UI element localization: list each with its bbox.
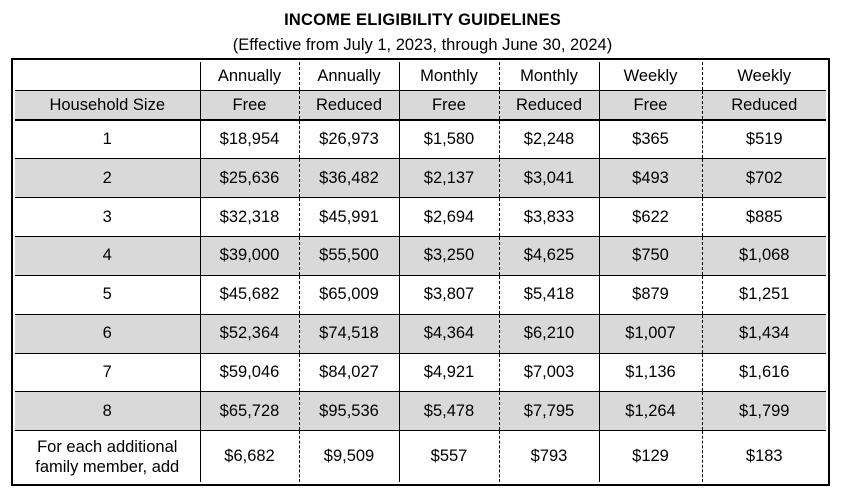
table-cell: 4	[15, 237, 200, 276]
table-cell: 1	[15, 120, 200, 159]
header-cell: Reduced	[299, 90, 399, 120]
table-cell: $557	[399, 431, 499, 482]
table-cell: $519	[702, 120, 826, 159]
table-cell: $25,636	[200, 159, 299, 198]
table-cell: $6,210	[499, 314, 599, 353]
table-row-additional-member	[15, 431, 826, 482]
page-title: INCOME ELIGIBILITY GUIDELINES	[284, 11, 561, 29]
table-row	[15, 314, 826, 353]
table-cell: 8	[15, 392, 200, 431]
table-cell: $18,954	[200, 120, 299, 159]
header-row-category	[15, 90, 826, 120]
table-cell: $750	[599, 237, 702, 276]
table-row	[15, 275, 826, 314]
table-cell: $6,682	[200, 431, 299, 482]
table-cell: $1,264	[599, 392, 702, 431]
table-cell: 5	[15, 275, 200, 314]
table-cell: $1,799	[702, 392, 826, 431]
table-row	[15, 353, 826, 392]
table-cell: $793	[499, 431, 599, 482]
header-cell: Monthly	[499, 62, 599, 90]
table-cell: $183	[702, 431, 826, 482]
table-cell: $45,682	[200, 275, 299, 314]
table-cell: $3,250	[399, 237, 499, 276]
table-cell: For each additional family member, add	[15, 431, 200, 482]
header-cell	[15, 62, 200, 90]
table-cell: $1,580	[399, 120, 499, 159]
header-cell: Weekly	[599, 62, 702, 90]
table-cell: $52,364	[200, 314, 299, 353]
header-cell: Weekly	[702, 62, 826, 90]
table-cell: $5,418	[499, 275, 599, 314]
header-cell: Household Size	[15, 90, 200, 120]
table-cell: $7,795	[499, 392, 599, 431]
table-row	[15, 237, 826, 276]
header-cell: Free	[399, 90, 499, 120]
table-cell: $1,007	[599, 314, 702, 353]
header-cell: Annually	[200, 62, 299, 90]
table-cell: $1,616	[702, 353, 826, 392]
table-cell: 2	[15, 159, 200, 198]
header-cell: Reduced	[499, 90, 599, 120]
table-cell: $4,625	[499, 237, 599, 276]
table-cell: 7	[15, 353, 200, 392]
header-cell: Free	[599, 90, 702, 120]
eligibility-table-frame	[11, 58, 830, 486]
page-subtitle: (Effective from July 1, 2023, through June 30, 2024)	[232, 36, 613, 54]
table-cell: $65,728	[200, 392, 299, 431]
table-cell: $1,068	[702, 237, 826, 276]
table-cell: $3,807	[399, 275, 499, 314]
table-cell: $74,518	[299, 314, 399, 353]
table-cell: $95,536	[299, 392, 399, 431]
table-cell: $2,137	[399, 159, 499, 198]
table-cell: $84,027	[299, 353, 399, 392]
table-cell: $59,046	[200, 353, 299, 392]
table-cell: $2,694	[399, 198, 499, 237]
table-cell: $885	[702, 198, 826, 237]
table-cell: $493	[599, 159, 702, 198]
header-cell: Reduced	[702, 90, 826, 120]
table-row	[15, 198, 826, 237]
eligibility-table	[15, 62, 826, 482]
table-cell: $129	[599, 431, 702, 482]
table-cell: $2,248	[499, 120, 599, 159]
table-cell: $36,482	[299, 159, 399, 198]
table-cell: $702	[702, 159, 826, 198]
table-cell: $5,478	[399, 392, 499, 431]
table-cell: $39,000	[200, 237, 299, 276]
table-cell: $32,318	[200, 198, 299, 237]
table-cell: $26,973	[299, 120, 399, 159]
header-cell: Free	[200, 90, 299, 120]
table-row	[15, 392, 826, 431]
table-cell: $4,364	[399, 314, 499, 353]
table-cell: $3,833	[499, 198, 599, 237]
table-cell: $9,509	[299, 431, 399, 482]
header-cell: Annually	[299, 62, 399, 90]
table-cell: $1,251	[702, 275, 826, 314]
table-cell: $4,921	[399, 353, 499, 392]
table-cell: $7,003	[499, 353, 599, 392]
table-cell: $1,136	[599, 353, 702, 392]
table-cell: $879	[599, 275, 702, 314]
header-row-period	[15, 62, 826, 90]
table-row	[15, 159, 826, 198]
table-cell: $622	[599, 198, 702, 237]
table-cell: 6	[15, 314, 200, 353]
table-cell: 3	[15, 198, 200, 237]
table-cell: $65,009	[299, 275, 399, 314]
header-cell: Monthly	[399, 62, 499, 90]
table-cell: $1,434	[702, 314, 826, 353]
table-cell: $55,500	[299, 237, 399, 276]
table-cell: $45,991	[299, 198, 399, 237]
table-row	[15, 120, 826, 159]
table-cell: $365	[599, 120, 702, 159]
table-cell: $3,041	[499, 159, 599, 198]
